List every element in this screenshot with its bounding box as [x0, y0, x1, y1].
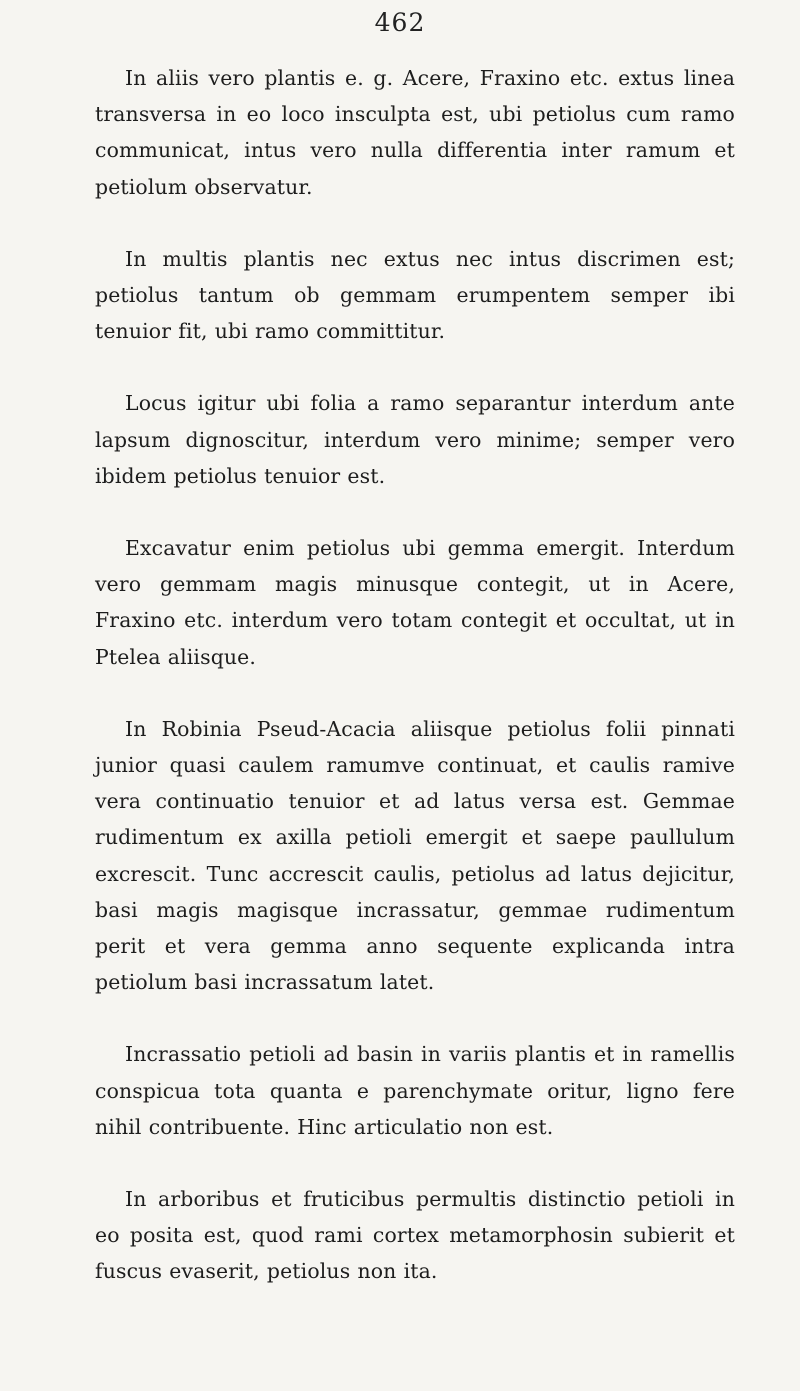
paragraph-2: In multis plantis nec extus nec intus discrimen est; petiolus tantum ob gemmam erumpentem semper ibi tenuior fit, ubi ramo committitur.: [95, 246, 735, 344]
paragraph-1: In aliis vero plantis e. g. Acere, Fraxino etc. extus linea transversa in eo loco insculpta est, ubi petiolus cum ramo communicat, intus vero nulla differentia inter ramum et petiolum observatur.: [95, 66, 735, 199]
text-body: [95, 60, 735, 1326]
paragraph-4: Excavatur enim petiolus ubi gemma emergit. Interdum vero gemmam magis minusque contegit, ut in Acere, Fraxino etc. interdum vero totam contegit et occultat, ut in Ptelea aliisque.: [95, 536, 735, 669]
paragraph-7: In arboribus et fruticibus permultis distinctio petioli in eo posita est, quod rami cortex metamorphosin subierit et fuscus evaserit, petiolus non ita.: [95, 1187, 735, 1284]
page-number: 462: [374, 8, 426, 37]
paragraph-3: Locus igitur ubi folia a ramo separantur interdum ante lapsum dignoscitur, interdum vero minime; semper vero ibidem petiolus tenuior est.: [95, 391, 735, 488]
paragraph-6: Incrassatio petioli ad basin in variis plantis et in ramellis conspicua tota quanta e parenchymate oritur, ligno fere nihil contribuente. Hinc articulatio non est.: [95, 1042, 735, 1139]
paragraph-5: In Robinia Pseud-Acacia aliisque petiolus folii pinnati junior quasi caulem ramumve continuat, et caulis ramive vera continuatio tenuior et ad latus versa est. Gemmae rudimentum ex axilla petioli emergit et saepe paullulum excrescit. Tunc accrescit caulis, petiolus ad latus dejicitur, basi magis magisque incrassatur, gemmae rudimentum perit et vera gemma anno sequente explicanda intra petiolum basi incrassatum latet.: [95, 716, 735, 995]
